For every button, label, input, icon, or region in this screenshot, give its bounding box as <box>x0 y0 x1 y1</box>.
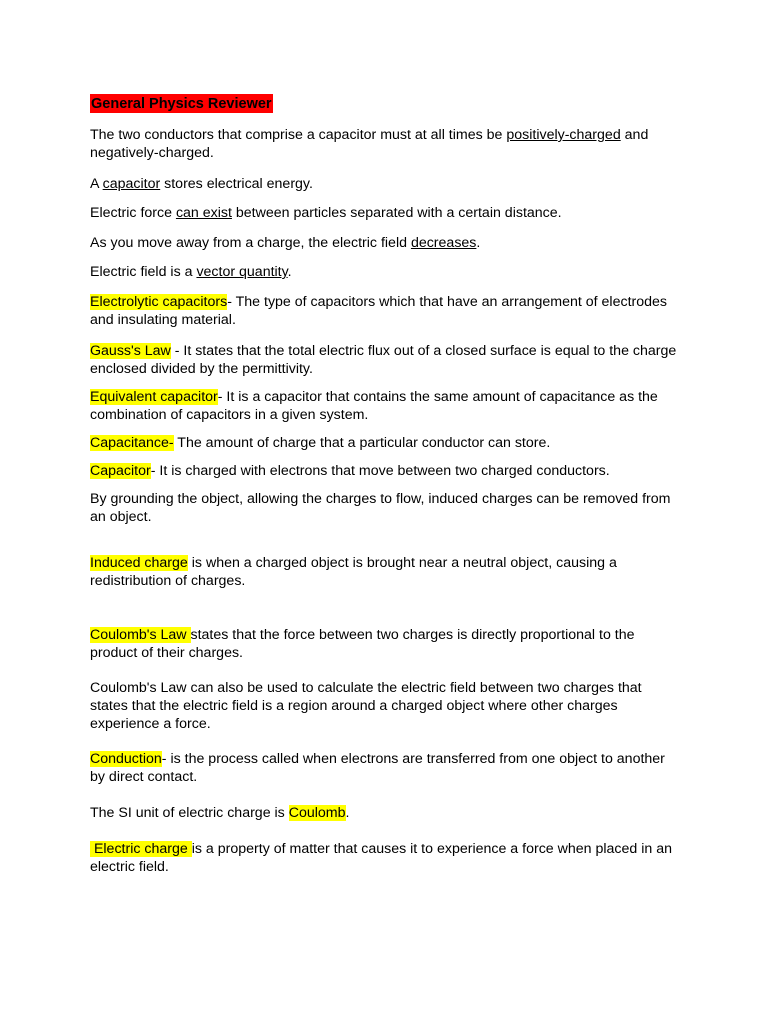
highlighted-term: Capacitance- <box>90 435 174 451</box>
paragraph-5 <box>90 263 680 281</box>
definition: The amount of charge that a particular conductor can store. <box>173 435 551 451</box>
underlined-term: can exist <box>175 205 232 221</box>
highlighted-term: Electrolytic capacitors <box>90 294 228 310</box>
highlighted-term: Coulomb's Law <box>90 627 191 643</box>
paragraph-14 <box>90 679 680 733</box>
text: By grounding the object, allowing the charges to flow, induced charges can be removed from an object. <box>90 491 671 525</box>
page-title: General Physics Reviewer <box>91 96 272 112</box>
text: Electric field is a <box>90 264 197 280</box>
paragraph-9 <box>90 434 680 452</box>
text: stores electrical energy. <box>160 176 313 192</box>
text: The two conductors that comprise a capacitor must at all times be <box>90 127 507 143</box>
definition: states that the force between two charges is directly proportional to the product of their charges. <box>90 627 635 661</box>
text: . <box>287 264 292 280</box>
paragraph-7 <box>90 342 680 378</box>
definition: is a property of matter that causes it to experience a force when placed in an electric field. <box>90 841 672 875</box>
text: A <box>90 176 103 192</box>
underlined-term: positively-charged <box>506 127 621 143</box>
definition: - It is a capacitor that contains the same amount of capacitance as the combination of capacitors in a given system. <box>90 389 658 423</box>
highlighted-term: Conduction <box>90 751 162 767</box>
paragraph-1 <box>90 126 680 162</box>
highlighted-term: Electric charge <box>90 841 192 857</box>
text: Coulomb's Law can also be used to calculate the electric field between two charges that states that the electric field is a region around a charged object where other charges experience a force. <box>90 680 642 732</box>
definition: - The type of capacitors which that have an arrangement of electrodes and insulating material. <box>90 294 668 328</box>
highlighted-term: Coulomb <box>288 805 346 821</box>
text: between particles separated with a certain distance. <box>231 205 562 221</box>
paragraph-15 <box>90 750 680 786</box>
paragraph-10 <box>90 462 680 480</box>
definition: - It states that the total electric flux out of a closed surface is equal to the charge enclosed divided by the permittivity. <box>90 343 677 377</box>
highlighted-term: Induced charge <box>90 555 188 571</box>
paragraph-13 <box>90 626 680 662</box>
text: . <box>345 805 350 821</box>
underlined-term: capacitor <box>102 176 161 192</box>
paragraph-8 <box>90 388 680 424</box>
paragraph-3 <box>90 204 680 222</box>
paragraph-2 <box>90 175 680 193</box>
paragraph-4 <box>90 234 680 252</box>
highlighted-term: Capacitor <box>90 463 151 479</box>
underlined-term: decreases <box>410 235 477 251</box>
definition: - It is charged with electrons that move between two charged conductors. <box>150 463 610 479</box>
underlined-term: vector quantity <box>196 264 288 280</box>
paragraph-12 <box>90 554 680 590</box>
paragraph-6 <box>90 293 680 329</box>
text: Electric force <box>90 205 176 221</box>
text: and negatively-charged. <box>90 127 649 161</box>
text: . <box>476 235 481 251</box>
paragraph-17 <box>90 840 680 876</box>
highlighted-term: Equivalent capacitor <box>90 389 218 405</box>
definition: is when a charged object is brought near a neutral object, causing a redistribution of charges. <box>90 555 617 589</box>
paragraph-11 <box>90 490 680 526</box>
paragraph-16 <box>90 804 680 822</box>
text: The SI unit of electric charge is <box>90 805 289 821</box>
definition: - is the process called when electrons are transferred from one object to another by direct contact. <box>90 751 665 785</box>
text: As you move away from a charge, the electric field <box>90 235 411 251</box>
highlighted-term: Gauss's Law <box>90 343 171 359</box>
